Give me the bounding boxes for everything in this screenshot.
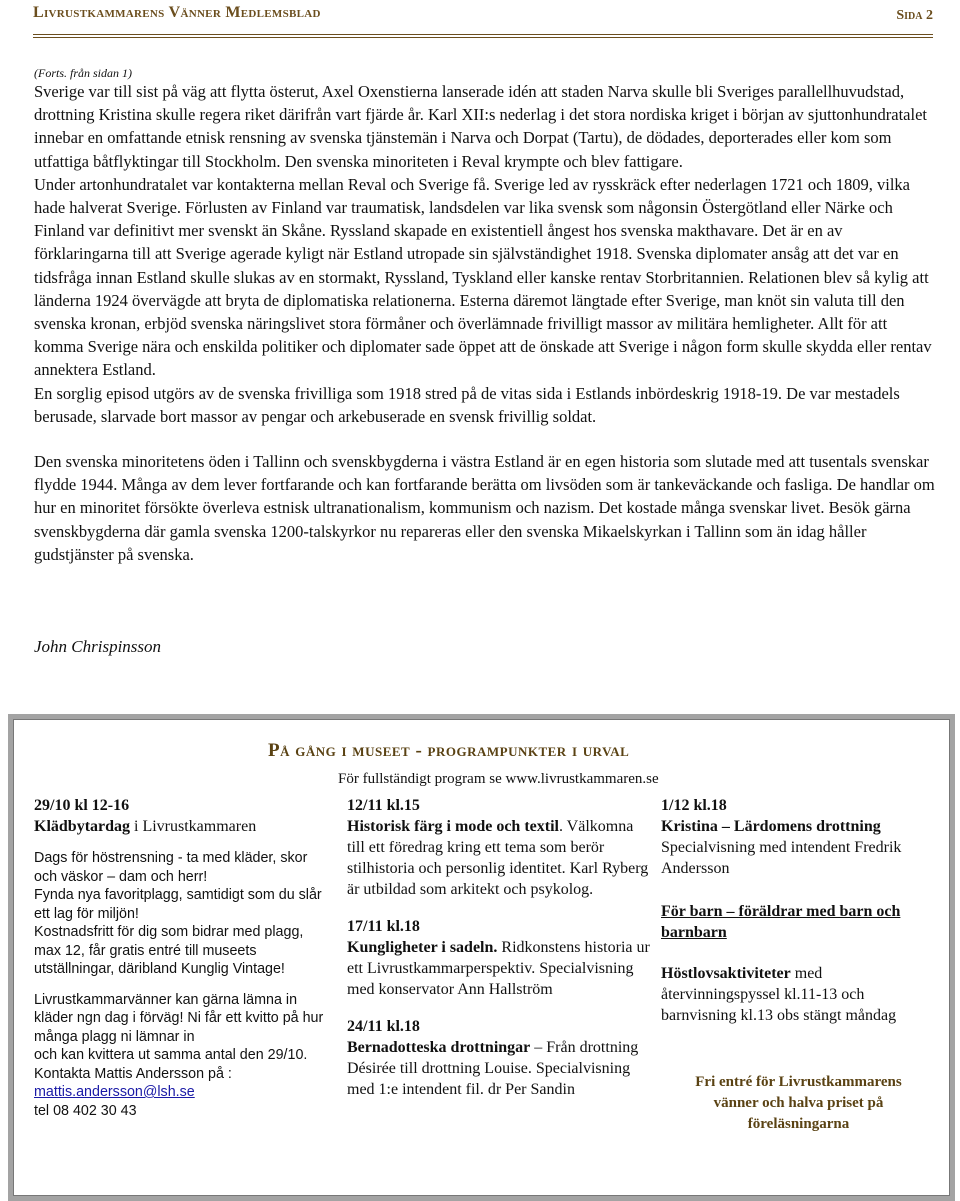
event-text: Kontakta Mattis Andersson på : <box>34 1065 232 1082</box>
event-text: Fynda nya favoritplagg, samtidigt som du slår ett lag för miljön! <box>34 887 322 922</box>
page-number: Sida 2 <box>896 8 933 23</box>
event-text: . Välkomna till ett föredrag kring ett tema som berör stilhistoria och personlig identitet. Karl Ryberg är utbildad som arkitekt och psykolog. <box>347 818 649 898</box>
event-date: 1/12 kl.18 <box>661 797 727 814</box>
program-event <box>347 1016 652 1100</box>
event-text: Specialvisning med intendent Fredrik Andersson <box>661 839 902 877</box>
article-paragraph-4: Den svenska minoritetens öden i Tallinn och svenskbygderna i västra Estland är en egen historia som slutade med att tusentals svenskar flydde 1944. Många av dem lever fortfarande och kan fortfarande berätta om livsöden som är tankeväckande och fasliga. De handlar om hur en minoritet försökte överleva estnisk ultranationalism, kommunism och nazism. Det kostade många svenskar livet. Besök gärna svenskbygderna där gamla svenska 1200-talskyrkor nu repareras eller den svenska Mikaelskyrkan i Tallinn som än idag håller gudstjänster på svenska. <box>34 452 935 564</box>
program-subtitle: För fullständigt program se www.livrustkammaren.se <box>338 771 659 787</box>
program-column-2 <box>347 795 652 1116</box>
email-link[interactable]: mattis.andersson@lsh.se <box>34 1084 195 1100</box>
event-date: 29/10 kl 12-16 <box>34 797 130 814</box>
article-paragraph-1: Sverige var till sist på väg att flytta österut, Axel Oxenstierna lanserade idén att staden Narva skulle bli Sveriges parallellhuvudstad, drottning Kristina skulle regera riket därifrån vart fjärde år. Karl XII:s nederlag i det stora nordiska kriget i början av sjuttonhundratalet innebar en omfattande etnisk rensning av svenska tjänstemän i Narva och Dorpat (Tartu), de dödades, deporterades eller kom som utfattiga båtflyktingar till Stockholm. Den svenska minoriteten i Reval krympte och blev fattigare. <box>34 82 927 171</box>
event-text: Livrustkammarvänner kan gärna lämna in kläder ngn dag i förväg! Ni får ett kvitto på hur många plagg ni lämnar in <box>34 991 324 1045</box>
event-title: Kungligheter i sadeln. <box>347 939 498 956</box>
event-title-bold: Klädbytardag <box>34 818 131 835</box>
event-title: Höstlovsaktiviteter <box>661 965 791 982</box>
event-title: Bernadotteska drottningar <box>347 1039 531 1056</box>
page-header <box>33 0 933 38</box>
event-description <box>347 937 652 1000</box>
publication-title: Livrustkammarens Vänner Medlemsblad <box>33 4 321 21</box>
event-title: Historisk färg i mode och textil <box>347 818 559 835</box>
article-paragraph-2: Under artonhundratalet var kontakterna mellan Reval och Sverige få. Sverige led av rysskräck efter nederlagen 1721 och 1809, vilka hade halverat Sverige. Förlusten av Finland var traumatisk, landsdelen var lika svensk som någonsin Östergötland eller Närke och Finland var definitivt mer svenskt än Skåne. Ryssland skapade en existentiell ångest hos svenska makthavare. Det är en av förklaringarna till att Sverige agerade kyligt när Estland utropade sin självständighet 1918. Svenska diplomater ansåg att det var en tidsfråga innan Estland skulle slukas av en stormakt, Ryssland, Tyskland eller kanske rentav Storbritannien. Relationen blev så kylig att länderna 1924 övervägde att bryta de diplomatiska relationerna. Esterna däremot längtade efter Sverige, man knöt sin valuta till den svenska kronan, erbjöd svenska näringslivet stora förmåner och överlämnade frivilligt massor av militära hemligheter. Allt för att komma Sverige nära och enskilda politiker och diplomater sade öppet att de önskade att Sverige i någon form skulle skydda eller rentav annektera Estland. <box>34 174 932 380</box>
event-text: och kan kvittera ut samma antal den 29/10. <box>34 1047 308 1063</box>
article-paragraph-3: En sorglig episod utgörs av de svenska frivilliga som 1918 stred på de vitas sida i Estlands inbördeskrig 1918-19. De var mestadels berusade, slarvade bort massor av pengar och arkebuserade en svensk frivillig soldat. <box>34 383 900 426</box>
event-date: 24/11 kl.18 <box>347 1018 420 1035</box>
event-text: Kostnadsfritt för dig som bidrar med plagg, max 12, får gratis entré till museets utställningar, däribland Kunglig Vintage! <box>34 924 304 977</box>
program-event <box>347 795 652 900</box>
event-date: 12/11 kl.15 <box>347 797 420 814</box>
kids-heading: För barn – föräldrar med barn och barnbarn <box>661 903 901 941</box>
program-title: På gång i museet - programpunkter i urval <box>268 740 630 761</box>
event-date: 17/11 kl.18 <box>347 918 420 935</box>
program-event <box>347 916 652 1000</box>
program-column-3 <box>661 795 937 1026</box>
program-column-1 <box>34 795 334 1120</box>
article <box>34 66 936 566</box>
event-text: – Från drottning Désirée till drottning Louise. Specialvisning med 1:e intendent fil. dr Per Sandin <box>347 1039 639 1098</box>
phone-number: tel 08 402 30 43 <box>34 1102 137 1119</box>
free-entry-note: Fri entré för Livrustkammarens vänner och halva priset på föreläsningarna <box>695 1074 902 1132</box>
continued-note: (Forts. från sidan 1) <box>34 66 133 80</box>
author-signature: John Chrispinsson <box>34 637 162 656</box>
event-description <box>347 1037 652 1100</box>
autumn-activities <box>661 963 937 1026</box>
event-text: Ridkonstens historia ur ett Livrustkammarperspektiv. Specialvisning med konservator Ann Hallström <box>347 939 650 998</box>
event-description <box>347 816 652 900</box>
event-title-rest: i Livrustkammaren <box>130 818 257 835</box>
event-title: Kristina – Lärdomens drottning <box>661 818 881 835</box>
event-title <box>34 816 334 837</box>
event-text: med återvinningspyssel kl.11-13 och barnvisning kl.13 obs stängt måndag <box>661 965 897 1024</box>
event-text: Dags för höstrensning - ta med kläder, skor och väskor – dam och herr! <box>34 850 308 885</box>
